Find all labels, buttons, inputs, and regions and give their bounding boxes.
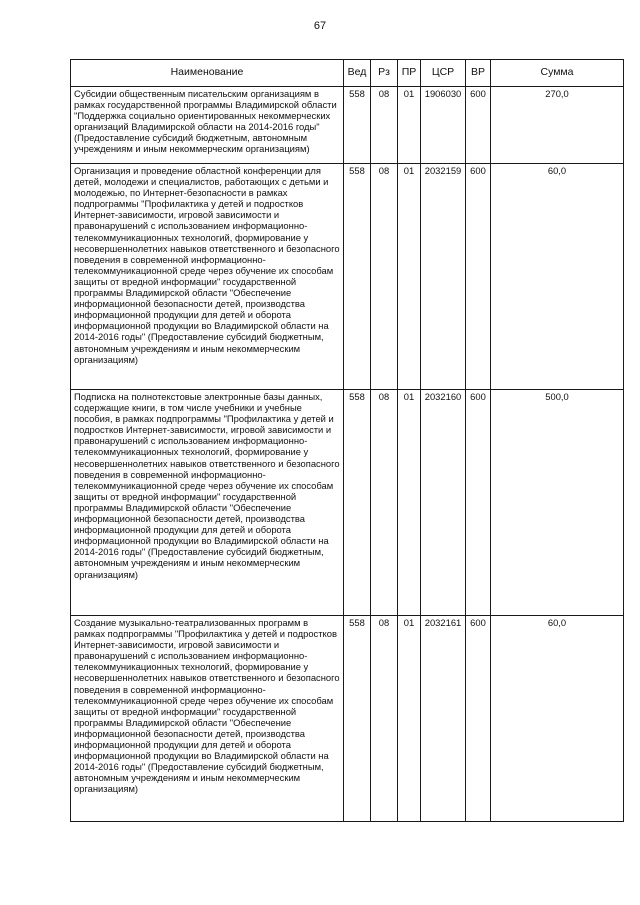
row-name: Создание музыкально-театрализованных программ в рамках подпрограммы "Профилактика у детей и подростков Интернет-зависимости, игровой зависимости и правонарушений с использованием информационно-телекоммуникационных технологий, формирование у несовершеннолетних навыков ответственного и безопасного поведения в современной информационно-телекоммуникационной среде через обучение их способам защиты от вредной информации" государственной программы Владимирской области "Обеспечение информационной безопасности детей, производства информационной продукции для детей и оборота информационной продукции во Владимирской области на 2014-2016 годы" (Предоставление субсидий бюджетным, автономным учреждениям и иным некоммерческим организациям) <box>71 616 344 822</box>
row-pr: 01 <box>398 87 421 164</box>
row-vr: 600 <box>466 390 491 616</box>
col-header-rz: Рз <box>371 60 398 87</box>
col-header-sum: Сумма <box>491 60 624 87</box>
row-name: Организация и проведение областной конференции для детей, молодежи и специалистов, работающих с детьми и молодежью, по Интернет-безопасности в рамках подпрограммы "Профилактика у детей и подростков Интернет-зависимости, игровой зависимости и правонарушений с использованием информационно-телекоммуникационных технологий, формирование у несовершеннолетних навыков ответственного и безопасного поведения в современной информационно-телекоммуникационной среде через обучение их способам защиты от вредной информации" государственной программы Владимирской области "Обеспечение информационной безопасности детей, производства информационной продукции для детей и оборота информационной продукции во Владимирской области на 2014-2016 годы" (Предоставление субсидий бюджетным, автономным учреждениям и иным некоммерческим организациям) <box>71 164 344 390</box>
row-ved: 558 <box>344 87 371 164</box>
row-vr: 600 <box>466 616 491 822</box>
row-ved: 558 <box>344 164 371 390</box>
row-csr: 2032159 <box>421 164 466 390</box>
row-sum: 60,0 <box>491 164 624 390</box>
table-header-row <box>71 60 624 87</box>
table-row <box>71 87 624 164</box>
row-rz: 08 <box>371 390 398 616</box>
col-header-csr: ЦСР <box>421 60 466 87</box>
row-name: Субсидии общественным писательским организациям в рамках государственной программы Владимирской области "Поддержка социально ориентированных некоммерческих организаций Владимирской области на 2014-2016 годы" (Предоставление субсидий бюджетным, автономным учреждениям и иным некоммерческим организациям) <box>71 87 344 164</box>
row-rz: 08 <box>371 616 398 822</box>
page-number: 67 <box>313 20 327 32</box>
col-header-vr: ВР <box>466 60 491 87</box>
row-sum: 60,0 <box>491 616 624 822</box>
row-sum: 500,0 <box>491 390 624 616</box>
col-header-pr: ПР <box>398 60 421 87</box>
row-rz: 08 <box>371 87 398 164</box>
row-ved: 558 <box>344 390 371 616</box>
row-sum: 270,0 <box>491 87 624 164</box>
col-header-name: Наименование <box>71 60 344 87</box>
table-row <box>71 616 624 822</box>
row-vr: 600 <box>466 164 491 390</box>
budget-table <box>70 59 624 822</box>
row-csr: 1906030 <box>421 87 466 164</box>
row-name: Подписка на полнотекстовые электронные базы данных, содержащие книги, в том числе учебники и учебные пособия, в рамках подпрограммы "Профилактика у детей и подростков Интернет-зависимости, игровой зависимости и правонарушений с использованием информационно-телекоммуникационных технологий, формирование у несовершеннолетних навыков ответственного и безопасного поведения в современной информационно-телекоммуникационной среде через обучение их способам защиты от вредной информации" государственной программы Владимирской области "Обеспечение информационной безопасности детей, производства информационной продукции для детей и оборота информационной продукции во Владимирской области на 2014-2016 годы" (Предоставление субсидий бюджетным, автономным учреждениям и иным некоммерческим организациям) <box>71 390 344 616</box>
row-vr: 600 <box>466 87 491 164</box>
row-ved: 558 <box>344 616 371 822</box>
row-pr: 01 <box>398 390 421 616</box>
col-header-ved: Вед <box>344 60 371 87</box>
row-pr: 01 <box>398 164 421 390</box>
table-row <box>71 164 624 390</box>
row-csr: 2032161 <box>421 616 466 822</box>
table-row <box>71 390 624 616</box>
row-csr: 2032160 <box>421 390 466 616</box>
row-rz: 08 <box>371 164 398 390</box>
row-pr: 01 <box>398 616 421 822</box>
